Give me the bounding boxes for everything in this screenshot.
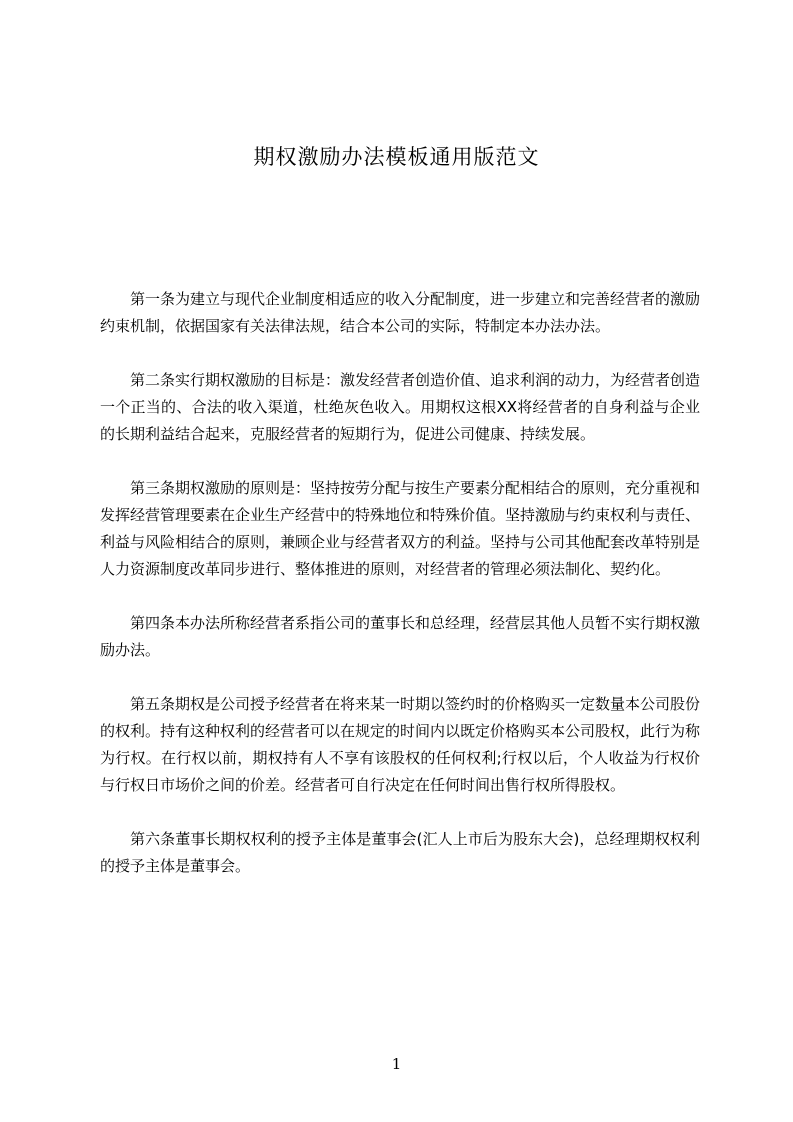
paragraph-article-5: 第五条期权是公司授予经营者在将来某一时期以签约时的价格购买一定数量本公司股份的权利。持有这种权利的经营者可以在规定的时间内以既定价格购买本公司股权，此行为称为行权。在行权以前，期权持有人不享有该股权的任何权利;行权以后，个人收益为行权价与行权日市场价之间的价差。经营者可自行决定在任何时间出售行权所得股权。 — [100, 695, 701, 794]
paragraph-article-1: 第一条为建立与现代企业制度相适应的收入分配制度，进一步建立和完善经营者的激励约束机制，依据国家有关法律法规，结合本公司的实际，特制定本办法办法。 — [100, 290, 701, 335]
document-title: 期权激励办法模板通用版范文 — [253, 145, 540, 169]
paragraph-article-6: 第六条董事长期权权利的授予主体是董事会(汇人上市后为股东大会)，总经理期权权利的授予主体是董事会。 — [100, 830, 700, 875]
paragraph-article-3: 第三条期权激励的原则是：坚持按劳分配与按生产要素分配相结合的原则，充分重视和发挥经营管理要素在企业生产经营中的特殊地位和特殊价值。坚持激励与约束权利与责任、利益与风险相结合的原则，兼顾企业与经营者双方的利益。坚持与公司其他配套改革特别是人力资源制度改革同步进行、整体推进的原则，对经营者的管理必须法制化、契约化。 — [100, 479, 701, 578]
paragraph-article-4: 第四条本办法所称经营者系指公司的董事长和总经理，经营层其他人员暂不实行期权激励办法。 — [100, 614, 701, 659]
page-number: 1 — [391, 1055, 402, 1073]
paragraph-article-2: 第二条实行期权激励的目标是：激发经营者创造价值、追求利润的动力，为经营者创造一个正当的、合法的收入渠道，杜绝灰色收入。用期权这根XX将经营者的自身利益与企业的长期利益结合起来，克服经营者的短期行为，促进公司健康、持续发展。 — [100, 371, 701, 443]
document-body — [100, 286, 700, 907]
